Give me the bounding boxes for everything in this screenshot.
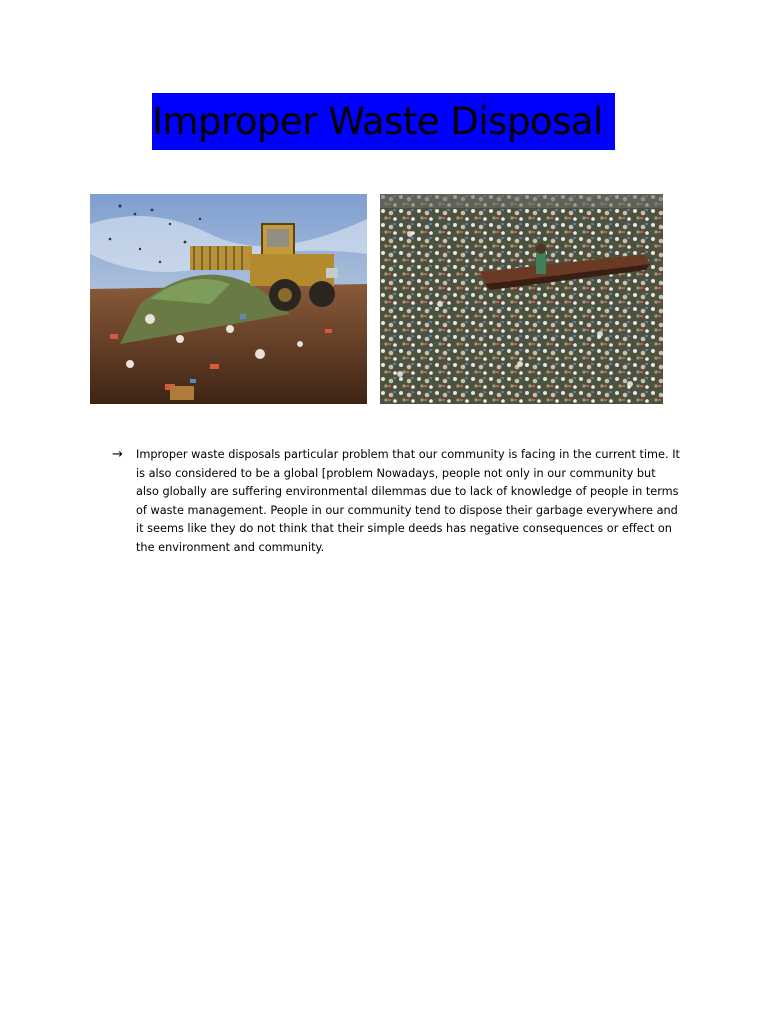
arrow-bullet-icon: → — [112, 447, 123, 462]
bullet-paragraph: Improper waste disposals particular problem that our community is facing in the current time. It is also considered to be a global [problem Nowadays, people not only in our community but also globally are suffering environmental dilemmas due to lack of knowledge of people in terms of waste management. People in our community tend to dispose their garbage everywhere and it seems like they do not think that their simple deeds has negative consequences or effect on the environment and community. — [136, 448, 680, 554]
river-garbage-photo — [380, 194, 663, 404]
page-title: Improper Waste Disposal — [152, 93, 615, 150]
landfill-bulldozer-photo — [90, 194, 367, 404]
